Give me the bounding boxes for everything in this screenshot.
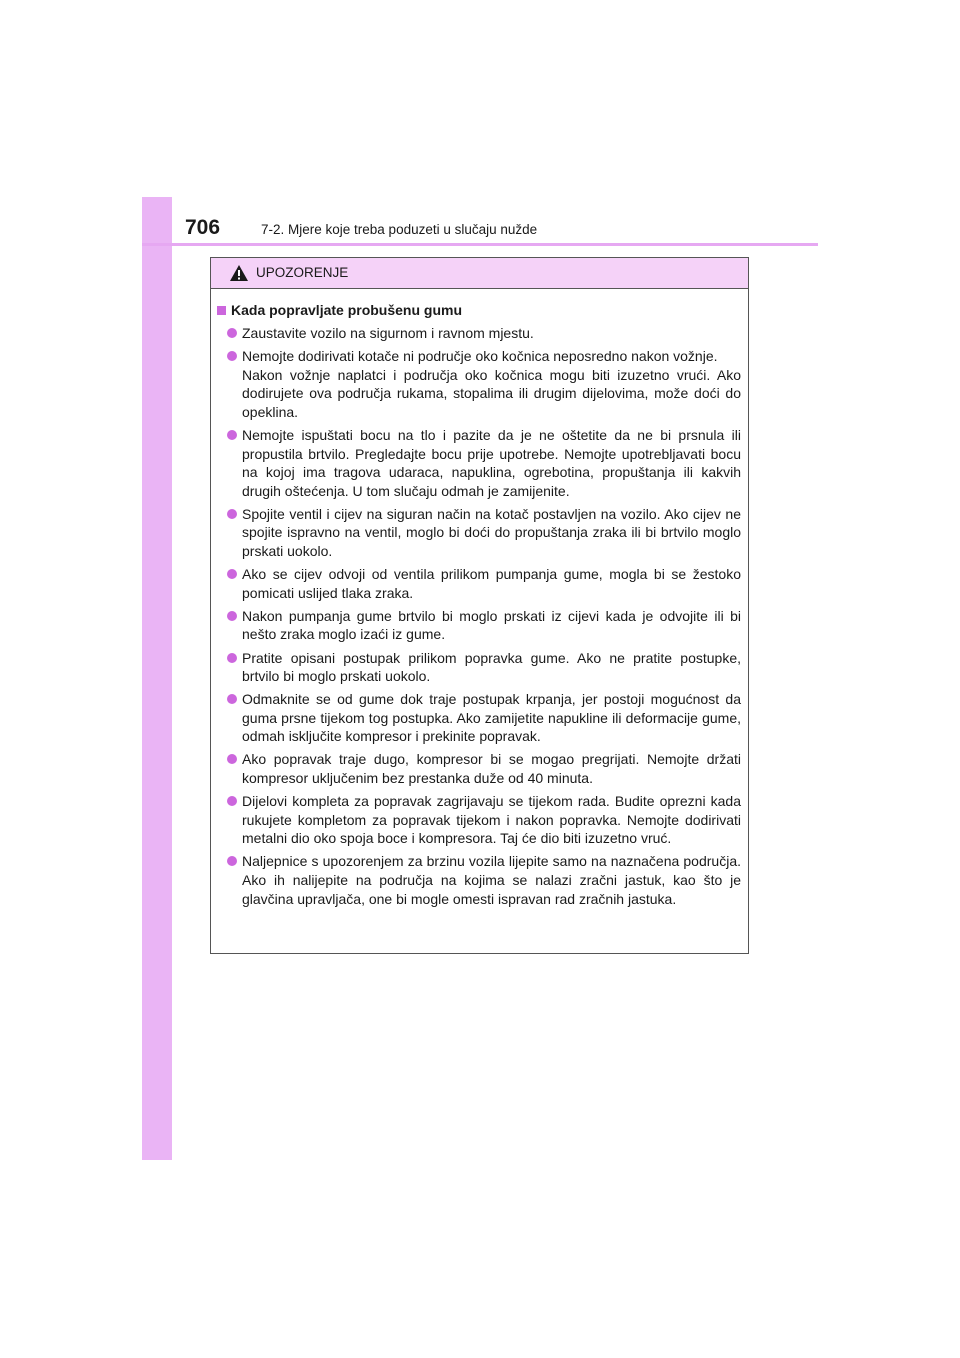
list-item: [217, 750, 741, 787]
round-bullet-icon: [227, 694, 237, 704]
list-item: [217, 426, 741, 500]
list-item-text: Nakon pumpanja gume brtvilo bi moglo prskati iz cijevi kada je odvojite ili bi nešto zraka moglo izaći iz gume.: [242, 607, 741, 643]
section-title: [217, 301, 741, 319]
round-bullet-icon: [227, 856, 237, 866]
list-item-text: Zaustavite vozilo na sigurnom i ravnom mjestu.: [242, 325, 534, 341]
list-item: [217, 347, 741, 421]
round-bullet-icon: [227, 653, 237, 663]
warning-body: [211, 289, 748, 908]
round-bullet-icon: [227, 796, 237, 806]
list-item-text: Ako se cijev odvoji od ventila prilikom pumpanja gume, mogla bi se žestoko pomicati uslijed tlaka zraka.: [242, 566, 741, 601]
square-bullet-icon: [217, 306, 226, 315]
list-item: [217, 505, 741, 561]
warning-label: UPOZORENJE: [256, 265, 349, 280]
list-item-text: Pratite opisani postupak prilikom popravka gume. Ako ne pratite postupke, brtvilo bi moglo prskati uokolo.: [242, 649, 741, 685]
list-item-text: Nakon vožnje naplatci i područja oko kočnica mogu biti izuzetno vrući. Ako dodirujete ova područja rukama, stopalima ili drugim dijelovima, može doći do opeklina.: [242, 366, 741, 420]
list-item-text: Naljepnice s upozorenjem za brzinu vozila lijepite samo na naznačena područja. Ako ih nalijepite na područja na kojima se nalazi zračni jastuk, kao što je glavčina upravljača, one bi mogle omesti ispravan rad zračnih jastuka.: [242, 853, 741, 907]
round-bullet-icon: [227, 328, 237, 338]
list-item: [217, 792, 741, 848]
chapter-header-title: 7-2. Mjere koje treba poduzeti u slučaju nužde: [261, 222, 538, 237]
section-title-text: Kada popravljate probušenu gumu: [231, 302, 463, 318]
round-bullet-icon: [227, 754, 237, 764]
list-item-text: Spojite ventil i cijev na siguran način na kotač postavljen na vozilo. Ako cijev ne spojite ispravno na ventil, moglo bi doći do propuštanja zraka ili bi brtvilo moglo prskati uokolo.: [242, 505, 741, 560]
list-item-text: Ako popravak traje dugo, kompresor bi se mogao pregrijati. Nemojte držati kompresor uključenim bez prestanka duže od 40 minuta.: [242, 751, 741, 787]
page-number: 706: [185, 216, 221, 239]
warning-header: [211, 258, 748, 289]
round-bullet-icon: [227, 569, 237, 579]
list-item: [217, 852, 741, 908]
round-bullet-icon: [227, 351, 237, 361]
list-item: [217, 324, 741, 343]
list-item-text: Nemojte ispuštati bocu na tlo i pazite da je ne oštetite da ne bi prsnula ili propustila brtvilo. Pregledajte bocu prije upotrebe. Nemojte upotrebljavati bocu na kojoj ima tragova udaraca, napuklina, ogrebotina, propuštanja ili kakvih drugih oštećenja. U tom slučaju odmah je zamijenite.: [242, 426, 741, 499]
list-item-text: Dijelovi kompleta za popravak zagrijavaju se tijekom rada. Budite oprezni kada rukujete kompletom za popravak tijekom i nakon popravka. Nemojte dodirivati metalni dio oko spoja boce i kompresora. Taj će dio biti izuzetno vruć.: [242, 793, 741, 847]
round-bullet-icon: [227, 430, 237, 440]
list-item-text: Nemojte dodirivati kotače ni područje oko kočnica neposredno nakon vožnje.: [242, 348, 718, 365]
round-bullet-icon: [227, 509, 237, 519]
warning-items-list: [217, 324, 741, 908]
list-item: [217, 565, 741, 602]
list-item: [217, 690, 741, 746]
warning-triangle-icon: [229, 264, 249, 282]
warning-box: [210, 257, 749, 954]
round-bullet-icon: [227, 611, 237, 621]
list-item-text: Odmaknite se od gume dok traje postupak krpanja, jer postoji mogućnost da guma prsne tijekom tog postupka. Ako zamijetite napukline ili deformacije gume, odmah isključite kompresor i prekinite popravak.: [242, 691, 741, 745]
side-tab-strip: [142, 197, 172, 1160]
list-item: [217, 607, 741, 644]
header-divider: [142, 243, 818, 246]
list-item: [217, 649, 741, 686]
